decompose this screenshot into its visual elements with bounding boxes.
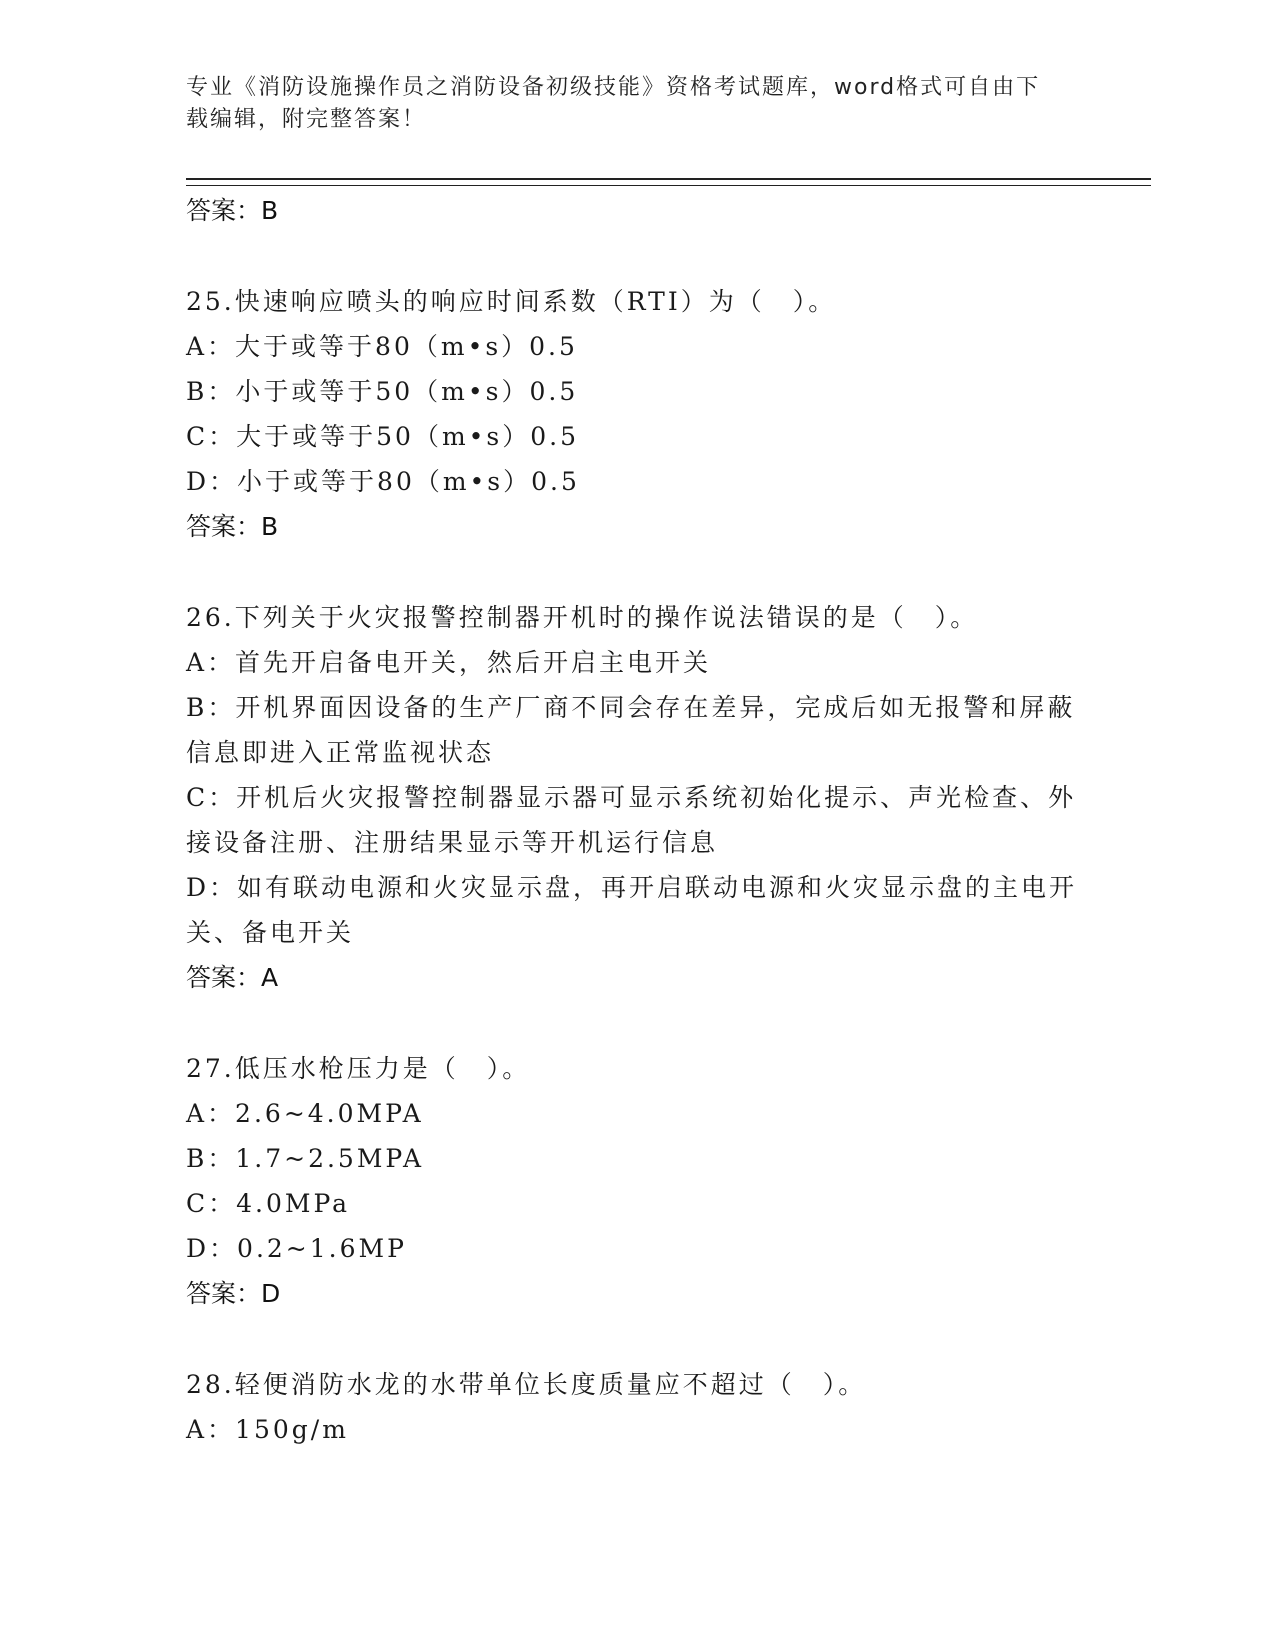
option-a: A：2.6~4.0MPA xyxy=(186,1099,424,1128)
previous-answer: 答案：B xyxy=(186,196,279,225)
document-header xyxy=(186,72,1086,136)
option-d: D：如有联动电源和火灾显示盘，再开启联动电源和火灾显示盘的主电开关、备电开关 xyxy=(186,873,1078,947)
option-b: B：小于或等于50（m•s）0.5 xyxy=(186,377,579,406)
option-b: B：1.7~2.5MPA xyxy=(186,1144,425,1173)
question-28 xyxy=(186,1362,1086,1452)
option-d: D：0.2~1.6MP xyxy=(186,1234,407,1263)
option-c: C：开机后火灾报警控制器显示器可显示系统初始化提示、声光检查、外接设备注册、注册结果显示等开机运行信息 xyxy=(186,783,1077,857)
answer: 答案：B xyxy=(186,512,279,541)
option-c: C：大于或等于50（m•s）0.5 xyxy=(186,422,579,451)
question-title: 26.下列关于火灾报警控制器开机时的操作说法错误的是（ ）。 xyxy=(186,603,979,632)
option-a: A：大于或等于80（m•s）0.5 xyxy=(186,332,578,361)
option-c: C：4.0MPa xyxy=(186,1189,351,1218)
question-title: 28.轻便消防水龙的水带单位长度质量应不超过（ ）。 xyxy=(186,1370,867,1399)
option-d: D：小于或等于80（m•s）0.5 xyxy=(186,467,580,496)
option-a: A：150g/m xyxy=(186,1415,349,1444)
header-divider xyxy=(186,178,1151,186)
question-27 xyxy=(186,1046,1086,1316)
question-25 xyxy=(186,279,1086,549)
question-title: 25.快速响应喷头的响应时间系数（RTI）为（ ）。 xyxy=(186,287,837,316)
answer: 答案：A xyxy=(186,963,279,992)
option-b: B：开机界面因设备的生产厂商不同会存在差异，完成后如无报警和屏蔽信息即进入正常监视状态 xyxy=(186,693,1076,767)
question-list xyxy=(186,188,1086,1452)
header-line-2: 载编辑，附完整答案！ xyxy=(186,107,427,132)
question-title: 27.低压水枪压力是（ ）。 xyxy=(186,1054,531,1083)
question-26 xyxy=(186,595,1086,1000)
answer: 答案：D xyxy=(186,1279,281,1308)
option-a: A：首先开启备电开关，然后开启主电开关 xyxy=(186,648,712,677)
header-line-1: 专业《消防设施操作员之消防设备初级技能》资格考试题库，word格式可自由下 xyxy=(186,75,1041,100)
